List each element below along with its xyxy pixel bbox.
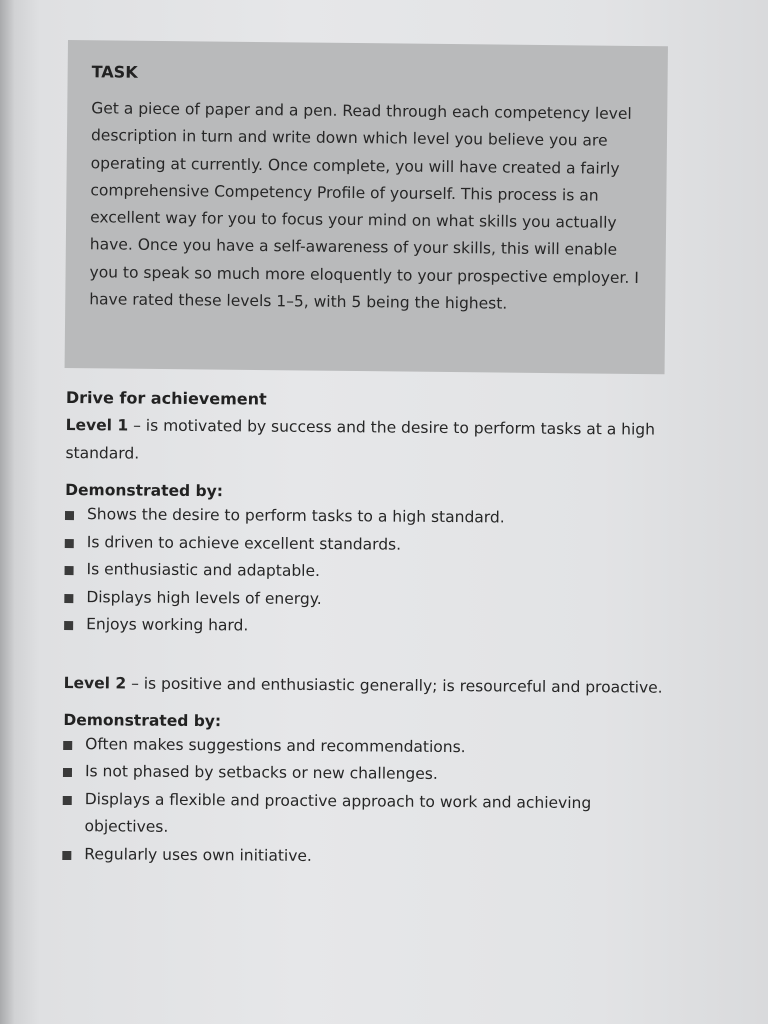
task-text: Get a piece of paper and a pen. Read through each competency level description in turn and write down which level you believe you are operating at currently. Once complete, you will have created a fairly comprehensive Competency Profile of yourself. This process is an excellent way for you to focus your mind on what skills you actually have. Once you have a self-awareness of your skills, this will enable you to speak so much more eloquently to your prospective employer. I have rated these levels 1–5, with 5 being the highest.	[89, 99, 639, 313]
bullet-text: Regularly uses own initiative.	[84, 844, 312, 865]
section-heading: Drive for achievement	[65, 388, 267, 409]
bullet-text: Shows the desire to perform tasks to a high standard.	[86, 505, 505, 527]
level-1-label: Level 1	[65, 415, 129, 435]
level-2-text: – is positive and enthusiastic generally; is resourceful and proactive.	[126, 673, 663, 697]
competency-section	[62, 388, 666, 893]
page-binding-edge	[0, 0, 14, 1024]
list-item	[64, 611, 664, 643]
bullet-text: Enjoys working hard.	[86, 615, 249, 635]
bullet-square-icon	[64, 593, 73, 602]
bullet-square-icon	[64, 621, 73, 630]
bullet-square-icon	[63, 768, 72, 777]
level-2-demonstrated-heading: Demonstrated by:	[63, 710, 222, 730]
bullet-text: Often makes suggestions and recommendations.	[85, 734, 466, 756]
bullet-text: Displays a flexible and proactive approach to work and achieving objectives.	[84, 789, 592, 836]
level-1-description	[65, 411, 665, 472]
task-title: TASK	[91, 62, 138, 82]
level-1-bullet-list	[64, 501, 665, 643]
bullet-text: Is driven to achieve excellent standards.	[86, 532, 402, 554]
bullet-square-icon	[65, 566, 74, 575]
bullet-square-icon	[63, 795, 72, 804]
level-2-description	[64, 668, 664, 701]
list-item	[62, 840, 662, 872]
bullet-square-icon	[65, 511, 74, 520]
bullet-square-icon	[63, 740, 72, 749]
list-item	[62, 785, 662, 845]
bullet-text: Displays high levels of energy.	[86, 587, 322, 608]
bullet-square-icon	[65, 538, 74, 547]
bullet-square-icon	[62, 850, 71, 859]
bullet-text: Is enthusiastic and adaptable.	[86, 560, 321, 581]
level-2-bullet-list	[62, 730, 663, 872]
level-1-demonstrated-heading: Demonstrated by:	[65, 480, 224, 501]
level-2-label: Level 2	[63, 673, 127, 692]
bullet-text: Is not phased by setbacks or new challenges.	[84, 762, 438, 783]
level-1-text: – is motivated by success and the desire to perform tasks at a high standard.	[65, 416, 656, 463]
task-box	[65, 40, 668, 374]
